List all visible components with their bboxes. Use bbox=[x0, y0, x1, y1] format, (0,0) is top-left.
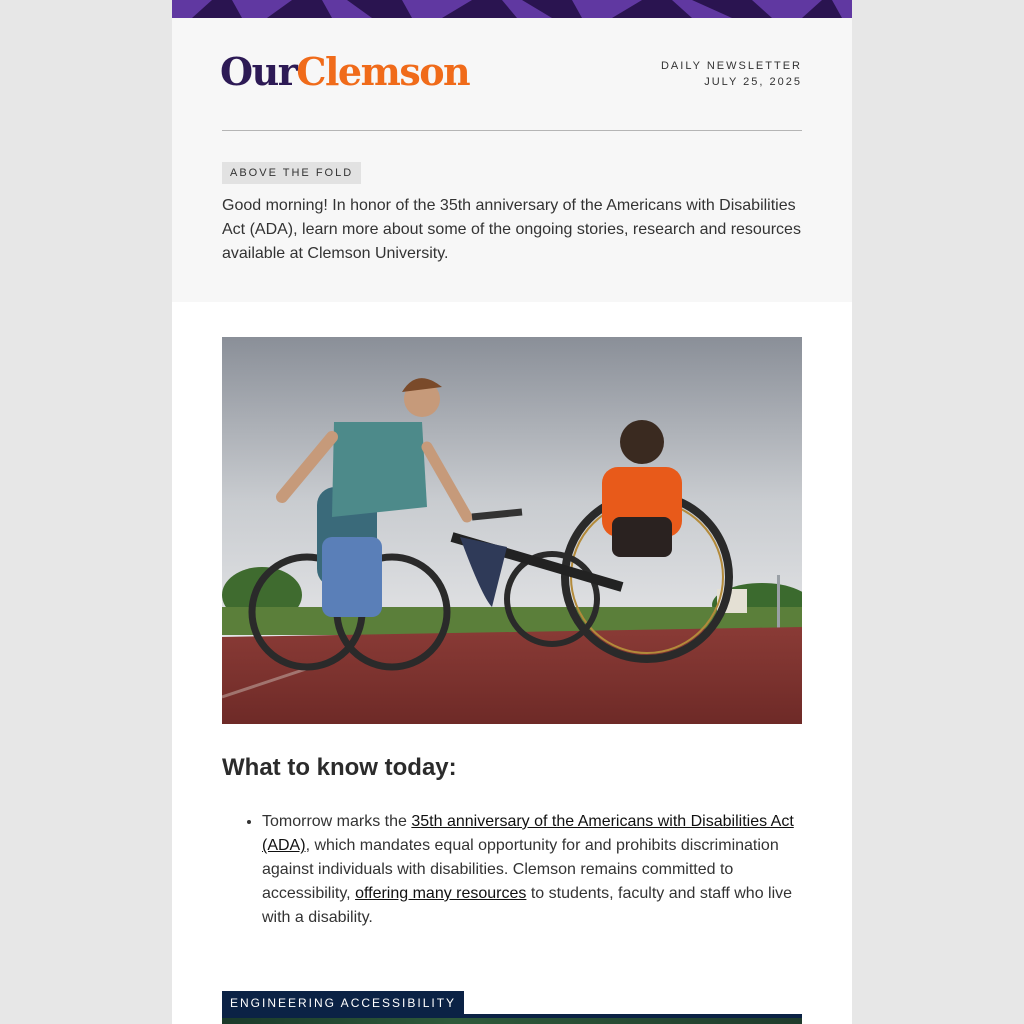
engineering-accessibility-tag: ENGINEERING ACCESSIBILITY bbox=[222, 991, 464, 1015]
wheelchair-racing-photo bbox=[222, 337, 802, 724]
newsletter-date: JULY 25, 2025 bbox=[704, 76, 802, 88]
above-the-fold-tag: ABOVE THE FOLD bbox=[222, 162, 361, 184]
what-to-know-heading: What to know today: bbox=[222, 754, 457, 781]
bullet-text-pre: Tomorrow marks the bbox=[262, 813, 412, 830]
header-divider bbox=[222, 130, 802, 131]
resources-link[interactable]: offering many resources bbox=[355, 885, 527, 902]
what-to-know-list bbox=[222, 810, 802, 930]
ada-anniversary-link[interactable]: 35th anniversary of the Americans with Disabilities Act (ADA) bbox=[262, 813, 794, 854]
newsletter-meta bbox=[661, 58, 802, 90]
newsletter-kind: DAILY NEWSLETTER bbox=[660, 60, 802, 72]
top-banner bbox=[172, 0, 852, 18]
bullet-text-mid: , which mandates equal opportunity for and prohibits discrimination against individuals with disabilities. Clemson remains committed to accessibility, bbox=[262, 837, 779, 902]
bullet-text-post: to students, faculty and staff who live with a disability. bbox=[262, 885, 793, 926]
ourclemson-logo[interactable] bbox=[220, 49, 470, 94]
newsletter-header bbox=[172, 18, 852, 302]
logo-our: Our bbox=[220, 49, 297, 94]
logo-clemson: Clemson bbox=[296, 49, 470, 94]
engineering-image[interactable] bbox=[222, 1018, 802, 1024]
intro-paragraph: Good morning! In honor of the 35th anniversary of the Americans with Disabilities Act (ADA), learn more about some of the ongoing stories, research and resources available at Clemson University. bbox=[222, 197, 801, 262]
newsletter-container bbox=[172, 0, 852, 1024]
hero-image[interactable] bbox=[222, 337, 802, 724]
list-item bbox=[262, 810, 802, 930]
